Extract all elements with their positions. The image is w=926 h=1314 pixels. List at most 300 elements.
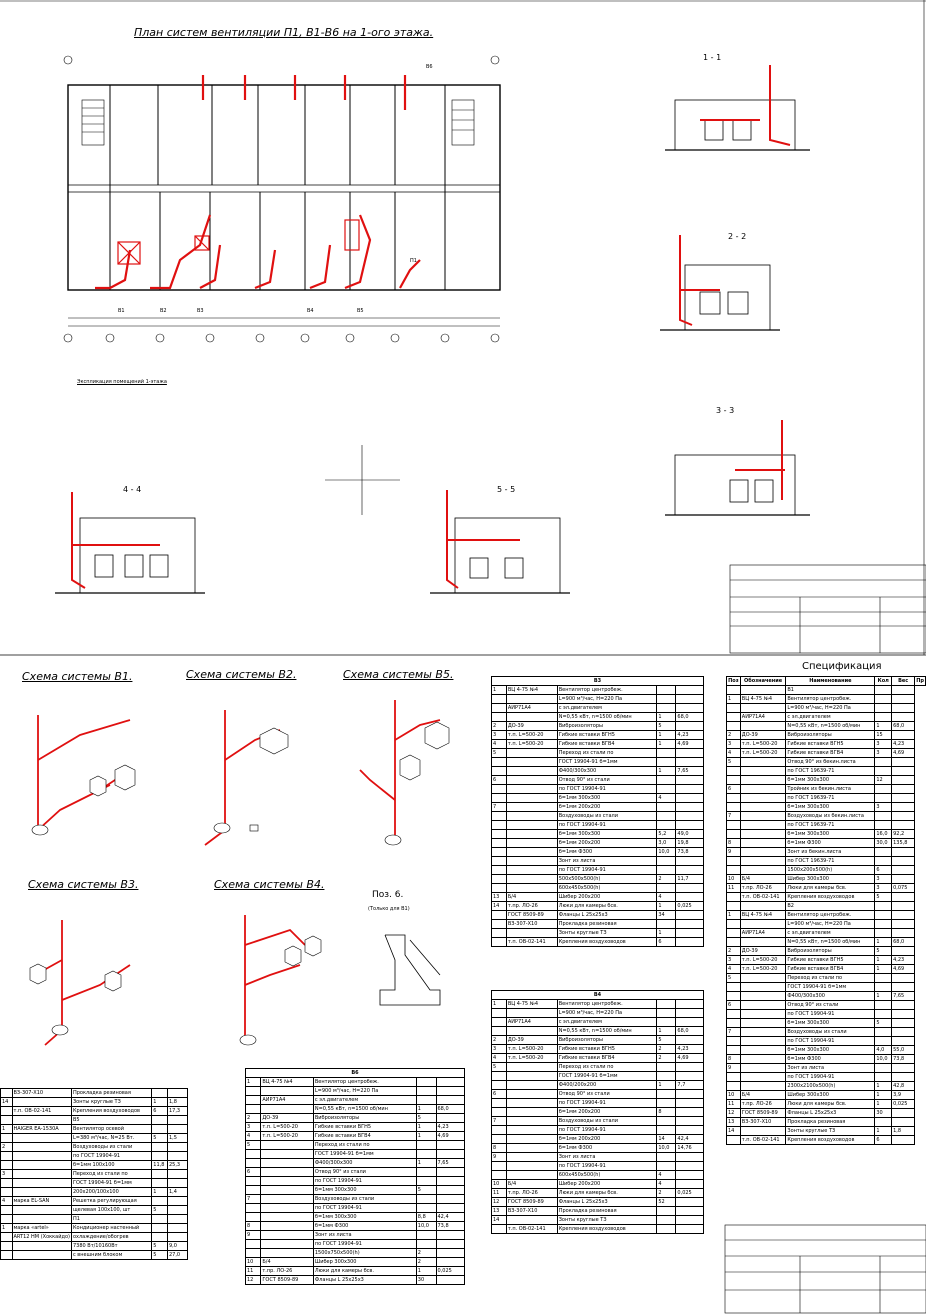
table-cell xyxy=(506,1171,557,1180)
table-cell: Воздуховоды из стали xyxy=(557,1117,657,1126)
table-cell: 6 xyxy=(875,1136,892,1145)
table-row xyxy=(1,1179,188,1188)
spec-header-cell: Вес xyxy=(892,677,915,686)
table-cell xyxy=(492,884,507,893)
table-cell xyxy=(892,713,915,722)
table-row xyxy=(727,812,926,821)
table-cell: 1 xyxy=(727,911,741,920)
table-cell xyxy=(740,785,786,794)
table-cell: L=380 м³/час, N=25 Вт. xyxy=(71,1134,151,1143)
table-cell xyxy=(492,929,507,938)
table-cell: 7,65 xyxy=(436,1159,465,1168)
table-cell: по ГОСТ 19904-91 xyxy=(786,1073,875,1082)
table-row xyxy=(492,1135,704,1144)
table-cell: ART12 HM (Хоккайдо) xyxy=(13,1234,70,1240)
table-cell: б=1мм 300x300 xyxy=(313,1213,416,1222)
table-cell: по ГОСТ 19639-71 xyxy=(786,767,875,776)
table-cell xyxy=(892,1019,915,1028)
table-cell: В2 xyxy=(786,902,875,911)
table-cell: ДО-39 xyxy=(740,947,786,956)
table-cell: 4,23 xyxy=(892,740,915,749)
table-cell: т.п. ОВ-02-141 xyxy=(12,1107,71,1116)
table-row xyxy=(727,1100,926,1109)
table-row xyxy=(492,776,704,785)
table-cell: 3 xyxy=(492,731,507,740)
table-row xyxy=(246,1186,465,1195)
table-cell xyxy=(152,1116,168,1125)
table-row xyxy=(492,785,704,794)
table-cell: Б/4 xyxy=(740,875,786,884)
table-cell xyxy=(657,1162,676,1171)
table-cell xyxy=(657,704,676,713)
table-cell: 6 xyxy=(875,866,892,875)
table-cell xyxy=(892,929,915,938)
table-row xyxy=(727,992,926,1001)
table-cell: марка EL-SAN xyxy=(12,1197,71,1206)
table-cell xyxy=(246,1177,261,1186)
table-cell: Виброизоляторы xyxy=(313,1114,416,1123)
table-cell xyxy=(416,1168,436,1177)
table-cell xyxy=(492,1108,507,1117)
table-cell xyxy=(436,1258,465,1267)
spec-header-cell: Кол xyxy=(875,677,892,686)
table-cell xyxy=(261,1087,314,1096)
scheme-title-b3: Схема системы В3. xyxy=(28,878,139,891)
table-cell xyxy=(506,830,557,839)
table-cell: 7 xyxy=(727,812,741,821)
table-cell: Зонты круглые ТЗ xyxy=(557,1216,657,1225)
table-row xyxy=(492,1081,704,1090)
table-cell: ГОСТ 19904-91 б=1мм xyxy=(71,1179,151,1188)
table-cell xyxy=(436,1240,465,1249)
table-cell xyxy=(892,902,915,911)
table-cell xyxy=(246,1240,261,1249)
table-cell xyxy=(12,1179,71,1188)
table-cell xyxy=(676,812,704,821)
table-cell xyxy=(167,1152,187,1161)
table-cell xyxy=(657,803,676,812)
table-cell: 4 xyxy=(1,1197,13,1206)
table-cell: 8 xyxy=(727,1055,741,1064)
table-cell xyxy=(892,1010,915,1019)
table-cell: 7 xyxy=(492,803,507,812)
table-row xyxy=(492,704,704,713)
table-cell xyxy=(492,839,507,848)
table-cell xyxy=(506,1117,557,1126)
table-cell: с эл.двигателем xyxy=(313,1096,416,1105)
table-cell xyxy=(657,920,676,929)
table-cell: по ГОСТ 19904-91 xyxy=(71,1152,151,1161)
table-cell: 14 xyxy=(492,1216,507,1225)
table-row xyxy=(727,983,926,992)
table-cell xyxy=(12,1242,71,1251)
table-cell xyxy=(676,1072,704,1081)
table-row xyxy=(246,1213,465,1222)
table-cell xyxy=(740,830,786,839)
table-cell: по ГОСТ 19639-71 xyxy=(786,794,875,803)
table-cell: Шибер 300x300 xyxy=(313,1258,416,1267)
table-cell: 3,0 xyxy=(657,839,676,848)
table-cell: 2 xyxy=(657,1045,676,1054)
table-cell: 6 xyxy=(492,776,507,785)
table-cell: б=1мм 200x200 xyxy=(557,803,657,812)
table-cell xyxy=(657,857,676,866)
table-row xyxy=(246,1240,465,1249)
table-row xyxy=(492,821,704,830)
table-row xyxy=(727,1001,926,1010)
table-cell: 30 xyxy=(416,1276,436,1285)
table-cell xyxy=(727,1082,741,1091)
table-cell xyxy=(740,776,786,785)
table-row xyxy=(492,1180,704,1189)
table-cell: по ГОСТ 19904-91 xyxy=(313,1177,416,1186)
table-row xyxy=(727,686,926,695)
table-row xyxy=(246,1150,465,1159)
table-cell: т.п. L=500-20 xyxy=(261,1123,314,1132)
table-row xyxy=(246,1177,465,1186)
scheme-title-b5: Схема системы В5. xyxy=(343,668,454,681)
table-cell: 3 xyxy=(875,803,892,812)
table-cell: 1 xyxy=(875,1091,892,1100)
table-cell: по ГОСТ 19904-91 xyxy=(557,1126,657,1135)
table-cell: 1 xyxy=(657,1027,676,1036)
table-cell xyxy=(657,695,676,704)
table-cell: 14 xyxy=(727,1127,741,1136)
table-row xyxy=(492,740,704,749)
table-row xyxy=(727,1082,926,1091)
table-cell: 600x450x500(h) xyxy=(557,884,657,893)
table-cell xyxy=(12,1152,71,1161)
table-cell: Б/4 xyxy=(261,1258,314,1267)
table-cell: по ГОСТ 19904-91 xyxy=(786,1037,875,1046)
table-cell: 9 xyxy=(246,1231,261,1240)
table-cell: 2 xyxy=(246,1114,261,1123)
table-cell: 4,69 xyxy=(676,740,704,749)
table-cell xyxy=(506,839,557,848)
table-cell xyxy=(740,902,786,911)
table-cell xyxy=(676,776,704,785)
table-row xyxy=(727,776,926,785)
table-row xyxy=(492,1189,704,1198)
table-cell: 4 xyxy=(657,794,676,803)
table-cell: Отвод 90° из стали xyxy=(557,776,657,785)
table-cell xyxy=(892,1037,915,1046)
table-cell: 16,0 xyxy=(875,830,892,839)
table-cell xyxy=(492,785,507,794)
table-cell: 10 xyxy=(492,1180,507,1189)
table-cell xyxy=(727,830,741,839)
table-cell xyxy=(167,1143,187,1152)
table-cell xyxy=(727,1136,741,1145)
table-cell: Решетка регулирующая xyxy=(71,1197,151,1206)
table-cell: 12 xyxy=(246,1276,261,1285)
table-row xyxy=(492,839,704,848)
table-cell xyxy=(676,911,704,920)
room-label-b3: В3 xyxy=(197,308,204,314)
table-cell: 4,23 xyxy=(676,1045,704,1054)
table-row xyxy=(246,1123,465,1132)
table-cell: Зонт из листа xyxy=(786,1064,875,1073)
table-row xyxy=(246,1105,465,1114)
table-cell xyxy=(492,848,507,857)
table-cell: 2 xyxy=(416,1249,436,1258)
table-row xyxy=(492,1225,704,1234)
table-cell: Тройник из бекин.листа xyxy=(786,785,875,794)
table-row xyxy=(727,695,926,704)
table-cell xyxy=(1,1188,13,1197)
table-cell: 4 xyxy=(657,1180,676,1189)
table-cell: 6 xyxy=(246,1168,261,1177)
table-cell: Переход из стали по xyxy=(313,1141,416,1150)
table-cell xyxy=(506,1081,557,1090)
table-cell: 2 xyxy=(416,1258,436,1267)
table-cell: Крепления воздуховодов xyxy=(786,893,875,902)
table-cell: 8,8 xyxy=(416,1213,436,1222)
table-row xyxy=(727,731,926,740)
table-row xyxy=(727,902,926,911)
table-cell: L=900 м³/час, Н=220 Па xyxy=(557,695,657,704)
table-cell xyxy=(167,1224,187,1233)
table-cell xyxy=(492,1225,507,1234)
table-cell: 0,025 xyxy=(676,902,704,911)
table-cell: 34 xyxy=(657,911,676,920)
table-cell xyxy=(875,785,892,794)
table-cell xyxy=(676,803,704,812)
table-cell xyxy=(167,1206,187,1215)
table-cell: L=900 м³/час, Н=220 Па xyxy=(786,920,875,929)
table-cell xyxy=(676,704,704,713)
table-cell: 5 xyxy=(492,1063,507,1072)
table-cell: В5 xyxy=(71,1116,151,1125)
table-cell: ГОСТ 8509-89 xyxy=(506,911,557,920)
table-cell: Фланцы L 25x25x3 xyxy=(557,911,657,920)
table-cell xyxy=(436,1168,465,1177)
table-cell: 1 xyxy=(657,902,676,911)
table-cell xyxy=(12,1098,71,1107)
table-cell: б=1мм Ф300 xyxy=(313,1222,416,1231)
table-row xyxy=(492,911,704,920)
table-cell: 3 xyxy=(492,1045,507,1054)
table-row xyxy=(492,1090,704,1099)
spec-table-b3 xyxy=(491,676,704,947)
table-row xyxy=(727,938,926,947)
table-cell: с эл.двигателем xyxy=(786,713,875,722)
table-cell xyxy=(657,686,676,695)
table-cell xyxy=(657,1090,676,1099)
table-cell: N=0,55 кВт, n=1500 об/мин xyxy=(557,1027,657,1036)
table-cell xyxy=(740,866,786,875)
table-cell: 5 xyxy=(875,1019,892,1028)
table-cell: б=1мм Ф300 xyxy=(786,839,875,848)
table-row xyxy=(246,1267,465,1276)
table-cell: 4,69 xyxy=(676,1054,704,1063)
table-cell: ВЦ 4-75 №4 xyxy=(506,686,557,695)
table-cell xyxy=(152,1215,168,1224)
table-row xyxy=(492,758,704,767)
table-cell: ВЗ-307-Х10 xyxy=(740,1118,786,1127)
table-cell xyxy=(740,992,786,1001)
table-cell: по ГОСТ 19639-71 xyxy=(786,857,875,866)
table-row xyxy=(492,812,704,821)
table-cell: 12 xyxy=(875,776,892,785)
table-cell: 1500x750x500(h) xyxy=(313,1249,416,1258)
table-cell: Зонты круглые ТЗ xyxy=(557,929,657,938)
table-cell: Фланцы L 25x25x3 xyxy=(557,1198,657,1207)
table-row xyxy=(1,1125,188,1134)
table-cell xyxy=(875,794,892,803)
table-cell xyxy=(416,1204,436,1213)
table-cell xyxy=(261,1177,314,1186)
table-row xyxy=(727,920,926,929)
table-row xyxy=(492,902,704,911)
table-cell xyxy=(676,1126,704,1135)
table-cell xyxy=(727,938,741,947)
table-cell: т.п. ОВ-02-141 xyxy=(506,1225,557,1234)
table-cell: Вентилятор центробеж. xyxy=(557,686,657,695)
table-cell: б=1мм 300x300 xyxy=(786,776,875,785)
table-cell xyxy=(727,983,741,992)
table-cell: 9 xyxy=(492,1153,507,1162)
table-cell: 1 xyxy=(1,1224,13,1233)
table-cell xyxy=(492,1072,507,1081)
table-cell: т.пр. ЛО-26 xyxy=(740,884,786,893)
table-cell xyxy=(506,776,557,785)
table-cell xyxy=(1,1251,13,1260)
table-cell: по ГОСТ 19904-91 xyxy=(557,821,657,830)
table-cell: 4,23 xyxy=(436,1123,465,1132)
table-cell: 2 xyxy=(492,722,507,731)
table-row xyxy=(246,1096,465,1105)
table-cell xyxy=(167,1179,187,1188)
table-cell: ВЗ-307-Х10 xyxy=(506,1207,557,1216)
table-cell: т.п. ОВ-02-141 xyxy=(740,1136,786,1145)
table-cell xyxy=(676,1162,704,1171)
table-cell: Воздуховоды из стали xyxy=(786,1028,875,1037)
table-cell: Переход из стали по xyxy=(786,974,875,983)
table-cell: т.пр. ЛО-26 xyxy=(506,902,557,911)
table-cell: Воздуховоды из стали xyxy=(313,1195,416,1204)
table-row xyxy=(727,1109,926,1118)
table-cell: ДО-39 xyxy=(740,731,786,740)
table-cell: 4 xyxy=(492,740,507,749)
table-cell xyxy=(676,1090,704,1099)
table-cell xyxy=(492,713,507,722)
table-cell xyxy=(152,1197,168,1206)
table-cell: АИР71А4 xyxy=(261,1096,314,1105)
table-cell xyxy=(246,1087,261,1096)
table-cell: Шибер 300x300 xyxy=(786,1091,875,1100)
table-row xyxy=(727,947,926,956)
table-cell: Ф400/300x300 xyxy=(313,1159,416,1168)
table-cell: ВЦ 4-75 №4 xyxy=(261,1078,314,1087)
table-cell: 10 xyxy=(727,1091,741,1100)
table-cell xyxy=(892,920,915,929)
table-cell xyxy=(875,902,892,911)
table-cell xyxy=(875,857,892,866)
table-cell: по ГОСТ 19904-91 xyxy=(557,785,657,794)
table-cell xyxy=(892,1109,915,1118)
table-cell: Шибер 300x300 xyxy=(786,875,875,884)
table-cell xyxy=(727,902,741,911)
table-cell xyxy=(892,1073,915,1082)
spec-table-b4 xyxy=(491,990,704,1234)
table-cell: 25,3 xyxy=(167,1161,187,1170)
table-cell: 14,76 xyxy=(676,1144,704,1153)
table-cell xyxy=(657,1072,676,1081)
table-cell xyxy=(740,848,786,857)
table-cell: 135,8 xyxy=(892,839,915,848)
table-cell xyxy=(875,1073,892,1082)
table-cell: 1 xyxy=(727,695,741,704)
table-row xyxy=(492,1054,704,1063)
table-cell: Виброизоляторы xyxy=(786,947,875,956)
table-cell xyxy=(261,1186,314,1195)
table-row xyxy=(246,1276,465,1285)
table-row xyxy=(492,1198,704,1207)
table-cell xyxy=(1,1134,13,1143)
table-cell: 10,0 xyxy=(875,1055,892,1064)
table-cell xyxy=(892,767,915,776)
table-cell: б=1мм 300x300 xyxy=(557,794,657,803)
spec-header-cell: Поз xyxy=(728,678,739,684)
table-cell: Люки для камеры бсв. xyxy=(313,1267,416,1276)
table-cell xyxy=(740,920,786,929)
table-cell: 2 xyxy=(727,947,741,956)
table-cell: ГОСТ 19904-91 б=1мм xyxy=(313,1150,416,1159)
table-cell xyxy=(676,866,704,875)
section-label-5: 5 - 5 xyxy=(497,485,516,494)
table-row xyxy=(492,1018,704,1027)
table-cell: 6 xyxy=(727,785,741,794)
table-cell: Зонт из листа xyxy=(313,1231,416,1240)
table-cell: 2 xyxy=(657,1189,676,1198)
table-cell: б=1мм Ф300 xyxy=(557,848,657,857)
room-label-b2: В2 xyxy=(160,308,167,314)
table-cell: 3,9 xyxy=(892,1091,915,1100)
table-cell xyxy=(657,776,676,785)
table-cell: 8 xyxy=(727,839,741,848)
table-cell xyxy=(1,1116,13,1125)
table-cell xyxy=(740,1127,786,1136)
table-cell: АИР71А4 xyxy=(506,704,557,713)
table-cell xyxy=(892,947,915,956)
table-cell: 2 xyxy=(492,1036,507,1045)
table-row xyxy=(246,1258,465,1267)
table-cell: 5 xyxy=(416,1114,436,1123)
table-cell: 5,2 xyxy=(657,830,676,839)
table-cell: 10,0 xyxy=(657,848,676,857)
table-cell: Отвод 90° из бекин.листа xyxy=(786,758,875,767)
table-cell: 1 xyxy=(875,992,892,1001)
table-cell: 10,0 xyxy=(657,1144,676,1153)
table-cell: Гибкие вставки ВГВ4 xyxy=(557,1054,657,1063)
table-cell xyxy=(152,1125,168,1134)
table-cell: Переход из стали по xyxy=(557,1063,657,1072)
table-cell xyxy=(152,1170,168,1179)
table-row xyxy=(727,1055,926,1064)
table-cell: Фланцы L 25x25x3 xyxy=(313,1276,416,1285)
table-cell: 2300x2100x500(h) xyxy=(786,1082,875,1091)
table-cell xyxy=(416,1096,436,1105)
table-cell: Виброизоляторы xyxy=(786,731,875,740)
table-row xyxy=(1,1107,188,1116)
pos6-note: (Только для В1) xyxy=(368,906,410,912)
table-cell: по ГОСТ 19904-91 xyxy=(557,1099,657,1108)
table-cell: 4,69 xyxy=(892,965,915,974)
table-cell: Зонт из листа xyxy=(557,857,657,866)
table-cell xyxy=(261,1150,314,1159)
table-cell: 1 xyxy=(152,1188,168,1197)
